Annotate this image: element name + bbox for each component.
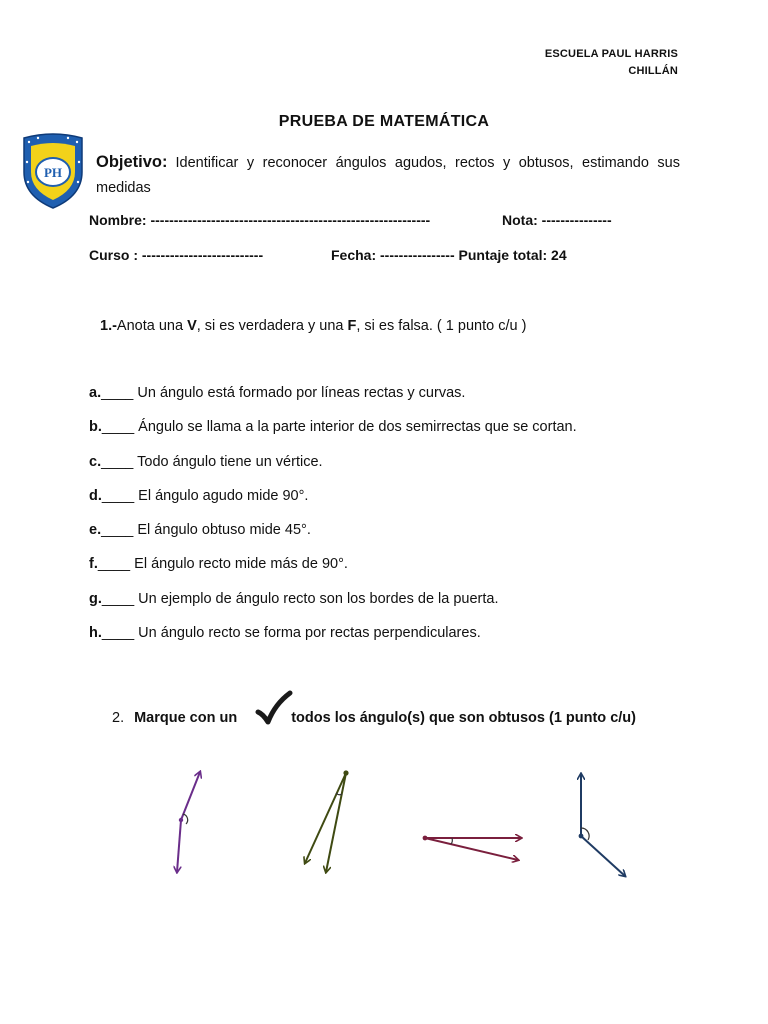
item-letter: e.: [89, 522, 102, 539]
item-letter: c.: [89, 453, 102, 470]
answer-blank[interactable]: ____: [101, 453, 134, 470]
list-item[interactable]: [89, 419, 577, 453]
nota-field[interactable]: [502, 212, 612, 228]
angle-a[interactable]: [177, 772, 200, 872]
item-letter: g.: [89, 590, 102, 607]
answer-blank[interactable]: ____: [97, 556, 131, 573]
question-2-number: 2.: [112, 710, 125, 726]
question-1-number: 1.-: [100, 318, 117, 334]
item-text: Un ejemplo de ángulo recto son los bordes de la puerta.: [134, 590, 499, 607]
logo-text: PH: [43, 165, 63, 180]
fecha-field[interactable]: [331, 247, 567, 263]
question-1-items: [89, 385, 577, 659]
q1-v: V: [187, 318, 197, 334]
objective-label: Objetivo:: [96, 153, 168, 171]
objective-text: Identificar y reconocer ángulos agudos, rectos y obtusos, estimando sus medidas: [96, 155, 680, 196]
item-letter: b.: [89, 419, 102, 436]
item-text: Ángulo se llama a la parte interior de dos semirrectas que se cortan.: [134, 419, 577, 436]
curso-line[interactable]: --------------------------: [141, 247, 264, 263]
nota-line[interactable]: ---------------: [541, 212, 612, 228]
nota-label: Nota:: [502, 212, 538, 228]
angle-d[interactable]: [579, 774, 625, 876]
puntaje-total: Puntaje total: 24: [458, 247, 567, 263]
question-1-prompt: [100, 318, 526, 334]
school-name: ESCUELA PAUL HARRIS: [544, 48, 678, 60]
item-text: Todo ángulo tiene un vértice.: [133, 453, 323, 470]
nombre-line[interactable]: ------------------------------------------------------------: [150, 212, 431, 228]
angle-c[interactable]: [423, 836, 521, 860]
nombre-label: Nombre:: [89, 212, 147, 228]
item-letter: a.: [89, 385, 102, 401]
list-item[interactable]: [89, 454, 577, 488]
q2-text-after: todos los ángulo(s) que son obtusos (1 punto c/u): [291, 710, 636, 726]
q1-text-a: Anota una: [116, 318, 188, 334]
curso-label: Curso :: [89, 247, 138, 263]
answer-blank[interactable]: ____: [101, 385, 134, 401]
answer-blank[interactable]: ____: [101, 487, 135, 504]
list-item[interactable]: [89, 591, 577, 625]
fecha-label: Fecha:: [331, 247, 377, 263]
list-item[interactable]: [89, 488, 577, 522]
item-letter: h.: [89, 625, 102, 642]
question-2-prompt: [112, 710, 636, 726]
q1-text-c: , si es falsa. ( 1 punto c/u ): [356, 318, 527, 334]
q1-f: F: [347, 318, 357, 334]
curso-field[interactable]: [89, 247, 263, 263]
angle-b[interactable]: [305, 770, 349, 872]
page-title: PRUEBA DE MATEMÁTICA: [278, 113, 490, 130]
q1-text-b: , si es verdadera y una: [196, 318, 348, 334]
answer-blank[interactable]: ____: [101, 625, 135, 642]
school-header: [545, 46, 678, 80]
nombre-field[interactable]: [89, 212, 430, 228]
item-letter: f.: [89, 556, 98, 573]
list-item[interactable]: [89, 385, 577, 419]
fecha-line[interactable]: ----------------: [380, 247, 455, 263]
list-item[interactable]: [89, 522, 577, 556]
list-item[interactable]: [89, 625, 577, 659]
answer-blank[interactable]: ____: [101, 522, 134, 539]
school-city: CHILLÁN: [628, 65, 678, 77]
item-text: Un ángulo recto se forma por rectas perpendiculares.: [134, 625, 481, 642]
item-text: El ángulo obtuso mide 45°.: [133, 522, 311, 539]
item-text: El ángulo recto mide más de 90°.: [130, 556, 348, 573]
answer-blank[interactable]: ____: [101, 419, 135, 436]
item-letter: d.: [89, 487, 102, 504]
q2-text-before: Marque con un: [134, 710, 238, 726]
item-text: Un ángulo está formado por líneas rectas y curvas.: [133, 385, 466, 401]
checkmark-icon: [255, 690, 293, 728]
list-item[interactable]: [89, 556, 577, 590]
answer-blank[interactable]: ____: [101, 590, 135, 607]
objective: [96, 150, 680, 201]
item-text: El ángulo agudo mide 90°.: [134, 487, 309, 504]
school-logo: [20, 132, 86, 210]
angles-figure: [0, 760, 768, 890]
